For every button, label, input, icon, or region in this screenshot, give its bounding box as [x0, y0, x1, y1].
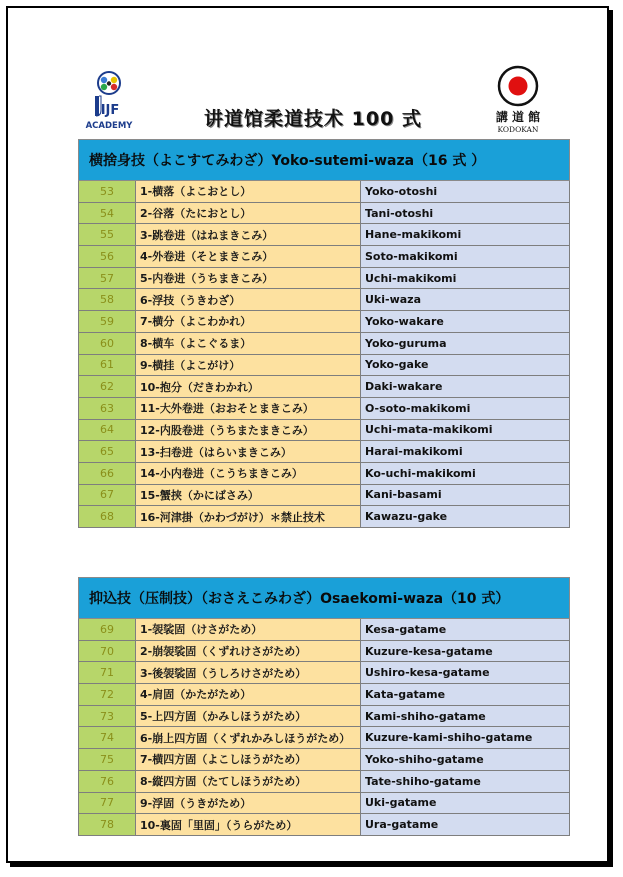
technique-japanese-name: 15-蟹挟（かにばさみ）: [136, 484, 361, 506]
technique-number: 55: [79, 224, 136, 246]
kodokan-kanji: 講 道 館: [495, 110, 541, 124]
technique-romaji-name: Kuzure-kami-shiho-gatame: [361, 727, 570, 749]
table-row: [79, 419, 570, 441]
technique-number: 64: [79, 419, 136, 441]
technique-number: 74: [79, 727, 136, 749]
technique-romaji-name: Ushiro-kesa-gatame: [361, 662, 570, 684]
technique-japanese-name: 1-横落（よこおとし）: [136, 181, 361, 203]
table-row: [79, 619, 570, 641]
table-row: [79, 376, 570, 398]
academy-text: ACADEMY: [85, 121, 133, 131]
technique-japanese-name: 8-縦四方固（たてしほうがため）: [136, 770, 361, 792]
technique-romaji-name: Yoko-guruma: [361, 332, 570, 354]
technique-romaji-name: O-soto-makikomi: [361, 397, 570, 419]
technique-number: 59: [79, 311, 136, 333]
technique-number: 69: [79, 619, 136, 641]
technique-romaji-name: Ura-gatame: [361, 814, 570, 836]
yoko-sutemi-waza-table: [78, 139, 570, 528]
technique-japanese-name: 16-河津掛（かわづがけ）＊禁止技术: [136, 506, 361, 528]
table-row: [79, 484, 570, 506]
technique-romaji-name: Tate-shiho-gatame: [361, 770, 570, 792]
technique-japanese-name: 14-小内卷进（こうちまきこみ）: [136, 462, 361, 484]
technique-number: 62: [79, 376, 136, 398]
ijf-academy-logo: [80, 70, 138, 134]
technique-number: 53: [79, 181, 136, 203]
technique-japanese-name: 7-横四方固（よこしほうがため）: [136, 749, 361, 771]
technique-number: 77: [79, 792, 136, 814]
technique-romaji-name: Yoko-gake: [361, 354, 570, 376]
technique-number: 61: [79, 354, 136, 376]
table-row: [79, 792, 570, 814]
table-row: [79, 640, 570, 662]
table-row: [79, 441, 570, 463]
table-row: [79, 705, 570, 727]
technique-japanese-name: 5-内卷进（うちまきこみ）: [136, 267, 361, 289]
technique-japanese-name: 9-浮固（うきがため）: [136, 792, 361, 814]
page-header: [8, 8, 607, 138]
technique-romaji-name: Kami-shiho-gatame: [361, 705, 570, 727]
technique-romaji-name: Kawazu-gake: [361, 506, 570, 528]
table-row: [79, 224, 570, 246]
technique-japanese-name: 6-崩上四方固（くずれかみしほうがため）: [136, 727, 361, 749]
table-row: [79, 311, 570, 333]
technique-japanese-name: 11-大外卷进（おおそとまきこみ）: [136, 397, 361, 419]
table-row: [79, 727, 570, 749]
technique-japanese-name: 3-跳卷进（はねまきこみ）: [136, 224, 361, 246]
technique-romaji-name: Yoko-shiho-gatame: [361, 749, 570, 771]
technique-number: 56: [79, 246, 136, 268]
technique-japanese-name: 12-内股卷进（うちまたまきこみ）: [136, 419, 361, 441]
technique-japanese-name: 6-浮技（うきわざ）: [136, 289, 361, 311]
kodokan-text: KODOKAN: [497, 125, 539, 134]
table-body: [79, 181, 570, 528]
technique-romaji-name: Uki-gatame: [361, 792, 570, 814]
technique-romaji-name: Kuzure-kesa-gatame: [361, 640, 570, 662]
technique-japanese-name: 4-肩固（かたがため）: [136, 684, 361, 706]
table-row: [79, 354, 570, 376]
osaekomi-waza-table: [78, 577, 570, 836]
technique-japanese-name: 7-横分（よこわかれ）: [136, 311, 361, 333]
technique-japanese-name: 10-抱分（だきわかれ）: [136, 376, 361, 398]
technique-japanese-name: 9-横挂（よこがけ）: [136, 354, 361, 376]
section-heading: 抑込技（压制技）（おさえこみわざ）Osaekomi-waza（10 式）: [79, 578, 570, 619]
technique-number: 76: [79, 770, 136, 792]
table-row: [79, 462, 570, 484]
ijf-text: IJF: [100, 103, 120, 118]
technique-romaji-name: Hane-makikomi: [361, 224, 570, 246]
technique-romaji-name: Tani-otoshi: [361, 202, 570, 224]
technique-number: 75: [79, 749, 136, 771]
technique-romaji-name: Uchi-mata-makikomi: [361, 419, 570, 441]
technique-number: 63: [79, 397, 136, 419]
table-row: [79, 506, 570, 528]
technique-romaji-name: Kani-basami: [361, 484, 570, 506]
table-row: [79, 332, 570, 354]
technique-japanese-name: 8-横车（よこぐるま）: [136, 332, 361, 354]
technique-number: 67: [79, 484, 136, 506]
table-row: [79, 684, 570, 706]
technique-number: 72: [79, 684, 136, 706]
technique-romaji-name: Uki-waza: [361, 289, 570, 311]
technique-romaji-name: Kata-gatame: [361, 684, 570, 706]
section-heading: 横捨身技（よこすてみわざ）Yoko-sutemi-waza（16 式 ）: [79, 140, 570, 181]
technique-number: 57: [79, 267, 136, 289]
table-body: [79, 619, 570, 836]
technique-japanese-name: 4-外卷进（そとまきこみ）: [136, 246, 361, 268]
technique-romaji-name: Ko-uchi-makikomi: [361, 462, 570, 484]
technique-number: 73: [79, 705, 136, 727]
technique-romaji-name: Harai-makikomi: [361, 441, 570, 463]
technique-romaji-name: Yoko-wakare: [361, 311, 570, 333]
technique-number: 65: [79, 441, 136, 463]
technique-japanese-name: 2-崩袈裟固（くずれけさがため）: [136, 640, 361, 662]
technique-japanese-name: 3-後袈裟固（うしろけさがため）: [136, 662, 361, 684]
table-row: [79, 267, 570, 289]
table-row: [79, 246, 570, 268]
technique-number: 58: [79, 289, 136, 311]
table-row: [79, 289, 570, 311]
table-row: [79, 749, 570, 771]
page-frame: [6, 6, 609, 863]
technique-number: 70: [79, 640, 136, 662]
technique-number: 71: [79, 662, 136, 684]
technique-japanese-name: 13-扫卷进（はらいまきこみ）: [136, 441, 361, 463]
technique-japanese-name: 2-谷落（たにおとし）: [136, 202, 361, 224]
table-row: [79, 662, 570, 684]
table-row: [79, 181, 570, 203]
technique-number: 60: [79, 332, 136, 354]
page-title: 讲道馆柔道技术 100 式: [204, 108, 422, 130]
technique-number: 54: [79, 202, 136, 224]
technique-number: 78: [79, 814, 136, 836]
table-row: [79, 814, 570, 836]
technique-number: 66: [79, 462, 136, 484]
technique-romaji-name: Daki-wakare: [361, 376, 570, 398]
table-row: [79, 770, 570, 792]
technique-japanese-name: 10-裏固「里固」（うらがため）: [136, 814, 361, 836]
kodokan-logo: [486, 64, 550, 136]
technique-romaji-name: Kesa-gatame: [361, 619, 570, 641]
technique-romaji-name: Yoko-otoshi: [361, 181, 570, 203]
table-row: [79, 202, 570, 224]
technique-number: 68: [79, 506, 136, 528]
technique-japanese-name: 5-上四方固（かみしほうがため）: [136, 705, 361, 727]
technique-romaji-name: Uchi-makikomi: [361, 267, 570, 289]
table-row: [79, 397, 570, 419]
technique-japanese-name: 1-袈裟固（けさがため）: [136, 619, 361, 641]
technique-romaji-name: Soto-makikomi: [361, 246, 570, 268]
